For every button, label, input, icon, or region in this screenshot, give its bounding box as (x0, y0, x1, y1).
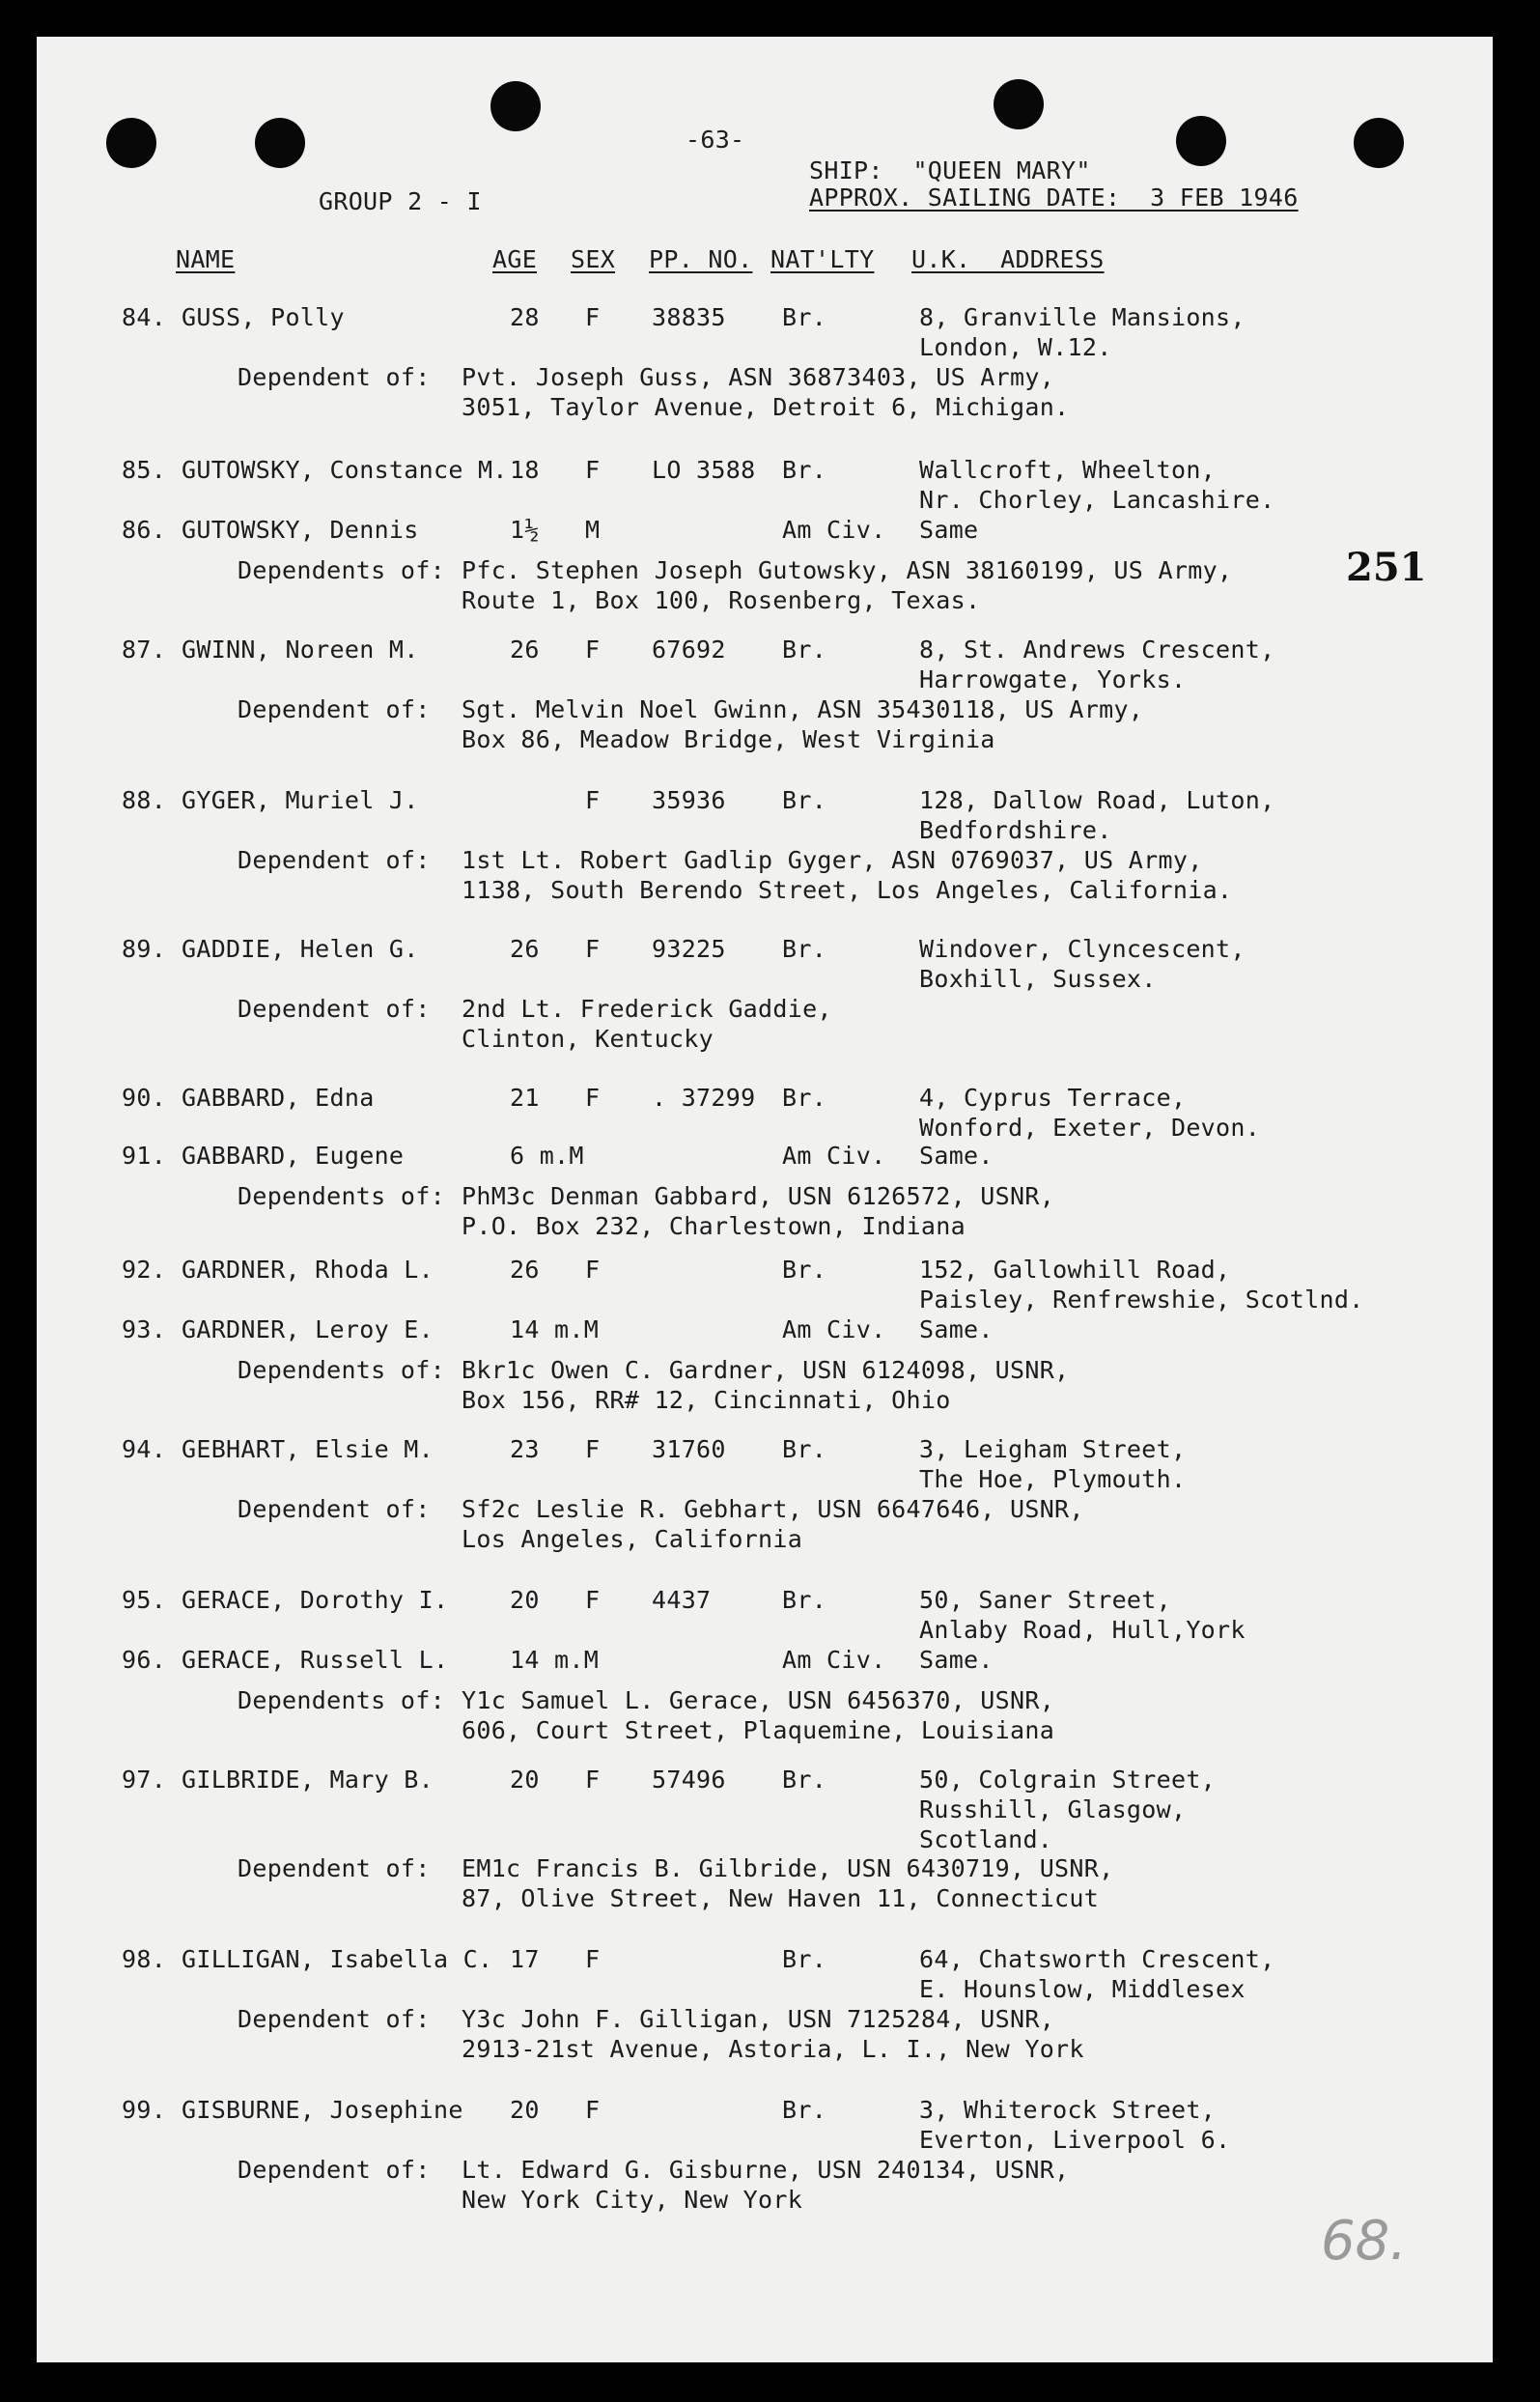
punch-hole (490, 81, 541, 131)
entry-age: 21 (510, 1084, 540, 1112)
entry-name: GABBARD, Edna (182, 1084, 375, 1112)
entry-nationality: Br. (782, 935, 827, 963)
entry-passport-number: 67692 (652, 636, 726, 664)
dependent-detail-line: PhM3c Denman Gabbard, USN 6126572, USNR, (462, 1182, 1055, 1210)
pencil-annotation: 68. (1321, 2210, 1408, 2273)
dependent-detail-line: EM1c Francis B. Gilbride, USN 6430719, USNR, (462, 1854, 1114, 1882)
sailing-date: APPROX. SAILING DATE: 3 FEB 1946 (809, 184, 1299, 212)
entry-sex: F (585, 1586, 601, 1614)
entry-nationality: Br. (782, 2096, 827, 2124)
dependent-label: Dependents of: (238, 1686, 445, 1714)
entry-sex: F (585, 1945, 601, 1973)
entry-nationality: Br. (782, 636, 827, 664)
entry-name: GARDNER, Rhoda L. (182, 1256, 434, 1284)
ship-name: SHIP: "QUEEN MARY" (809, 156, 1091, 184)
entry-address-line: Nr. Chorley, Lancashire. (919, 486, 1275, 514)
entry-address-line: Boxhill, Sussex. (919, 965, 1157, 993)
entry-nationality: Am Civ. (782, 1315, 886, 1343)
entry-passport-number: 35936 (652, 786, 726, 814)
entry-number: 97. (122, 1766, 167, 1794)
dependent-detail-line: Y1c Samuel L. Gerace, USN 6456370, USNR, (462, 1686, 1055, 1714)
entry-sex: F (585, 636, 601, 664)
entry-nationality: Br. (782, 1084, 827, 1112)
entry-sex: F (585, 935, 601, 963)
entry-sex: F (585, 786, 601, 814)
entry-number: 99. (122, 2096, 167, 2124)
entry-address-line: Scotland. (919, 1825, 1053, 1853)
entry-name: GERACE, Dorothy I. (182, 1586, 449, 1614)
dependent-detail-line: 87, Olive Street, New Haven 11, Connecticut (462, 1884, 1100, 1912)
dependent-label: Dependent of: (238, 846, 431, 874)
dependent-detail-line: Box 86, Meadow Bridge, West Virginia (462, 725, 995, 753)
entry-nationality: Br. (782, 303, 827, 331)
dependent-detail-line: 3051, Taylor Avenue, Detroit 6, Michigan. (462, 393, 1070, 421)
entry-nationality: Br. (782, 1435, 827, 1463)
dependent-detail-line: 2nd Lt. Frederick Gaddie, (462, 995, 832, 1023)
dependent-label: Dependents of: (238, 556, 445, 584)
entry-age: 6 m.M (510, 1142, 584, 1170)
dependent-detail-line: 1138, South Berendo Street, Los Angeles, California. (462, 876, 1233, 904)
entry-address-line: Anlaby Road, Hull,York (919, 1616, 1246, 1644)
entry-number: 94. (122, 1435, 167, 1463)
entry-sex: F (585, 1256, 601, 1284)
entry-sex: F (585, 303, 601, 331)
entry-address-line: Wallcroft, Wheelton, (919, 456, 1217, 484)
entry-address-line: 128, Dallow Road, Luton, (919, 786, 1275, 814)
entry-name: GADDIE, Helen G. (182, 935, 419, 963)
entry-age: 28 (510, 303, 540, 331)
entry-name: GWINN, Noreen M. (182, 636, 419, 664)
entry-nationality: Br. (782, 1256, 827, 1284)
dependent-detail-line: New York City, New York (462, 2186, 803, 2214)
entry-number: 84. (122, 303, 167, 331)
entry-sex: F (585, 456, 601, 484)
entry-address-line: Windover, Clyncescent, (919, 935, 1246, 963)
entry-name: GILLIGAN, Isabella C. (182, 1945, 493, 1973)
entry-address-line: Wonford, Exeter, Devon. (919, 1114, 1261, 1142)
entry-passport-number: LO 3588 (652, 456, 756, 484)
entry-number: 89. (122, 935, 167, 963)
dependent-detail-line: Pfc. Stephen Joseph Gutowsky, ASN 38160199, US Army, (462, 556, 1233, 584)
entry-number: 90. (122, 1084, 167, 1112)
entry-age: 20 (510, 2096, 540, 2124)
entry-age: 26 (510, 1256, 540, 1284)
punch-hole (255, 118, 305, 168)
header-nationality: NAT'LTY (770, 245, 875, 273)
entry-nationality: Br. (782, 456, 827, 484)
entry-address-line: Paisley, Renfrewshie, Scotlnd. (919, 1286, 1364, 1314)
dependent-label: Dependent of: (238, 995, 431, 1023)
group-label: GROUP 2 - I (319, 187, 482, 215)
entry-sex: F (585, 1435, 601, 1463)
dependent-label: Dependent of: (238, 2005, 431, 2033)
entry-number: 88. (122, 786, 167, 814)
entry-address-line: Same. (919, 1646, 994, 1674)
entry-address-line: The Hoe, Plymouth. (919, 1465, 1187, 1493)
entry-nationality: Am Civ. (782, 1646, 886, 1674)
entry-address-line: 8, St. Andrews Crescent, (919, 636, 1275, 664)
header-age: AGE (492, 245, 538, 273)
entry-age: 18 (510, 456, 540, 484)
entry-address-line: Bedfordshire. (919, 816, 1112, 844)
header-pp-no: PP. NO. (649, 245, 753, 273)
dependent-detail-line: Sf2c Leslie R. Gebhart, USN 6647646, USNR, (462, 1495, 1084, 1523)
dependent-detail-line: Los Angeles, California (462, 1525, 803, 1553)
dependent-detail-line: Y3c John F. Gilligan, USN 7125284, USNR, (462, 2005, 1055, 2033)
entry-address-line: 3, Leigham Street, (919, 1435, 1187, 1463)
entry-address-line: 3, Whiterock Street, (919, 2096, 1217, 2124)
dependent-detail-line: 1st Lt. Robert Gadlip Gyger, ASN 0769037, US Army, (462, 846, 1203, 874)
dependent-detail-line: P.O. Box 232, Charlestown, Indiana (462, 1212, 966, 1240)
dependent-label: Dependent of: (238, 695, 431, 723)
punch-hole (106, 118, 156, 168)
entry-name: GARDNER, Leroy E. (182, 1315, 434, 1343)
entry-address-line: Same (919, 516, 979, 544)
entry-age: 20 (510, 1586, 540, 1614)
dependent-detail-line: Clinton, Kentucky (462, 1025, 714, 1053)
entry-address-line: 4, Cyprus Terrace, (919, 1084, 1187, 1112)
header-sex: SEX (571, 245, 616, 273)
header-name: NAME (176, 245, 236, 273)
dependent-label: Dependent of: (238, 1495, 431, 1523)
entry-sex: M (585, 516, 601, 544)
entry-address-line: 8, Granville Mansions, (919, 303, 1246, 331)
entry-age: 23 (510, 1435, 540, 1463)
dependent-detail-line: 606, Court Street, Plaquemine, Louisiana (462, 1716, 1055, 1744)
entry-address-line: 64, Chatsworth Crescent, (919, 1945, 1275, 1973)
entry-number: 85. (122, 456, 167, 484)
dependent-detail-line: Box 156, RR# 12, Cincinnati, Ohio (462, 1386, 951, 1414)
entry-age: 26 (510, 636, 540, 664)
entry-name: GILBRIDE, Mary B. (182, 1766, 434, 1794)
punch-hole (1176, 116, 1226, 166)
entry-address-line: Russhill, Glasgow, (919, 1795, 1187, 1823)
entry-passport-number: 31760 (652, 1435, 726, 1463)
dependent-detail-line: Route 1, Box 100, Rosenberg, Texas. (462, 586, 981, 614)
entry-address-line: 50, Saner Street, (919, 1586, 1171, 1614)
entry-name: GUTOWSKY, Dennis (182, 516, 419, 544)
entry-nationality: Am Civ. (782, 516, 886, 544)
entry-address-line: E. Hounslow, Middlesex (919, 1975, 1246, 2003)
entry-passport-number: . 37299 (652, 1084, 756, 1112)
entry-nationality: Br. (782, 1766, 827, 1794)
entry-passport-number: 4437 (652, 1586, 712, 1614)
entry-passport-number: 93225 (652, 935, 726, 963)
entry-address-line: 50, Colgrain Street, (919, 1766, 1217, 1794)
entry-name: GUSS, Polly (182, 303, 345, 331)
entry-address-line: Everton, Liverpool 6. (919, 2126, 1231, 2154)
header-uk-address: U.K. ADDRESS (911, 245, 1105, 273)
entry-age: 26 (510, 935, 540, 963)
entry-number: 86. (122, 516, 167, 544)
dependent-label: Dependents of: (238, 1356, 445, 1384)
stamped-number: 251 (1346, 545, 1427, 590)
punch-hole (994, 79, 1044, 129)
entry-nationality: Br. (782, 786, 827, 814)
entry-sex: F (585, 1084, 601, 1112)
entry-number: 98. (122, 1945, 167, 1973)
entry-name: GEBHART, Elsie M. (182, 1435, 434, 1463)
dependent-detail-line: 2913-21st Avenue, Astoria, L. I., New York (462, 2035, 1084, 2063)
entry-age: 1½ (510, 516, 540, 544)
dependent-detail-line: Lt. Edward G. Gisburne, USN 240134, USNR, (462, 2156, 1070, 2184)
entry-number: 91. (122, 1142, 167, 1170)
page-number: -63- (686, 126, 745, 154)
entry-name: GUTOWSKY, Constance M. (182, 456, 508, 484)
entry-age: 17 (510, 1945, 540, 1973)
entry-passport-number: 38835 (652, 303, 726, 331)
entry-nationality: Br. (782, 1586, 827, 1614)
entry-sex: F (585, 1766, 601, 1794)
entry-address-line: 152, Gallowhill Road, (919, 1256, 1231, 1284)
dependent-detail-line: Bkr1c Owen C. Gardner, USN 6124098, USNR, (462, 1356, 1070, 1384)
entry-address-line: Same. (919, 1315, 994, 1343)
entry-name: GISBURNE, Josephine (182, 2096, 463, 2124)
entry-name: GERACE, Russell L. (182, 1646, 449, 1674)
document-page (37, 37, 1493, 2362)
dependent-label: Dependent of: (238, 1854, 431, 1882)
dependent-label: Dependent of: (238, 363, 431, 391)
entry-address-line: Harrowgate, Yorks. (919, 665, 1187, 693)
entry-passport-number: 57496 (652, 1766, 726, 1794)
entry-name: GABBARD, Eugene (182, 1142, 405, 1170)
punch-hole (1354, 118, 1404, 168)
entry-number: 96. (122, 1646, 167, 1674)
dependent-detail-line: Sgt. Melvin Noel Gwinn, ASN 35430118, US Army, (462, 695, 1144, 723)
dependent-detail-line: Pvt. Joseph Guss, ASN 36873403, US Army, (462, 363, 1055, 391)
entry-address-line: Same. (919, 1142, 994, 1170)
dependent-label: Dependents of: (238, 1182, 445, 1210)
entry-nationality: Br. (782, 1945, 827, 1973)
entry-age: 20 (510, 1766, 540, 1794)
entry-age: 14 m.M (510, 1315, 600, 1343)
dependent-label: Dependent of: (238, 2156, 431, 2184)
entry-nationality: Am Civ. (782, 1142, 886, 1170)
entry-number: 95. (122, 1586, 167, 1614)
entry-address-line: London, W.12. (919, 333, 1112, 361)
entry-number: 93. (122, 1315, 167, 1343)
entry-sex: F (585, 2096, 601, 2124)
entry-number: 92. (122, 1256, 167, 1284)
entry-age: 14 m.M (510, 1646, 600, 1674)
entry-name: GYGER, Muriel J. (182, 786, 419, 814)
entry-number: 87. (122, 636, 167, 664)
